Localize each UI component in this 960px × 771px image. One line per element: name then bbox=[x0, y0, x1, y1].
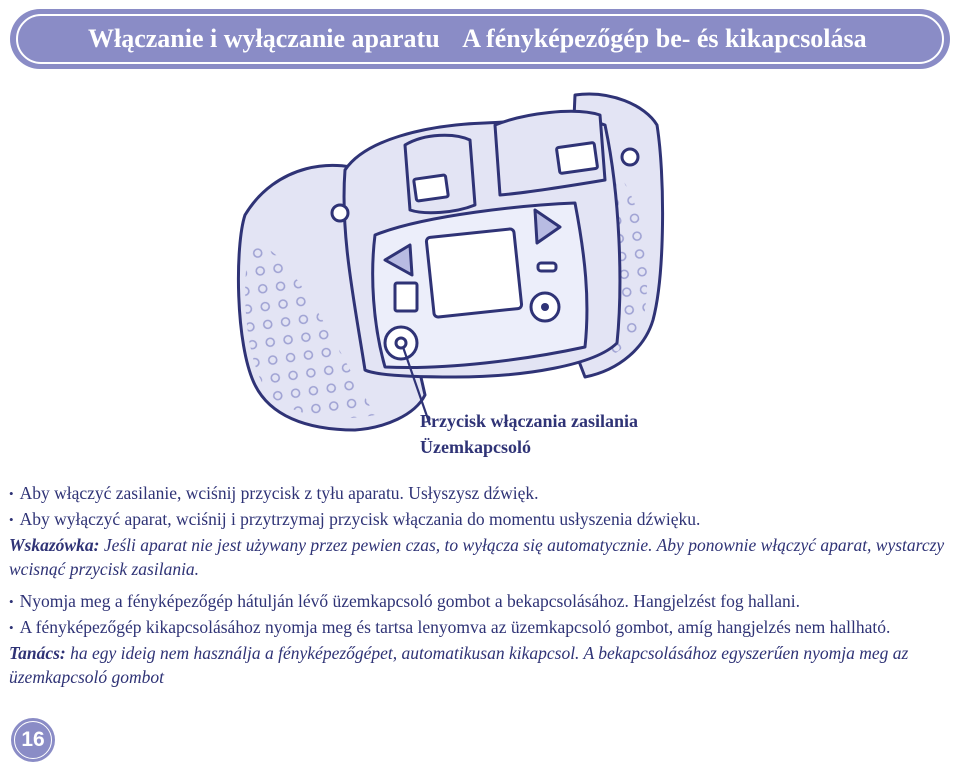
pl-bullet-2: • Aby wyłączyć aparat, wciśnij i przytrzymaj przycisk włączania do momentu usłyszenia dźwięku. bbox=[9, 507, 954, 533]
pl-bullet-1: • Aby włączyć zasilanie, wciśnij przycisk z tyłu aparatu. Usłyszysz dźwięk. bbox=[9, 481, 954, 507]
pl-tip-label: Wskazówka: bbox=[9, 535, 100, 555]
hu-tip-text: ha egy ideig nem használja a fényképezőgépet, automatikusan kikapcsol. A bekapcsolásához egyszerűen nyomja meg az üzemkapcsoló gombot bbox=[9, 643, 909, 687]
hu-tip bbox=[9, 641, 954, 689]
callout-label-hungarian: Üzemkapcsoló bbox=[420, 437, 531, 457]
callout-label-polish: Przycisk włączania zasilania bbox=[420, 411, 638, 431]
title-hungarian: A fényképezőgép be- és kikapcsolása bbox=[462, 24, 867, 53]
power-button-callout bbox=[420, 408, 638, 460]
instructions bbox=[9, 481, 954, 689]
page-number: 16 bbox=[14, 721, 52, 759]
pl-tip-text: Jeśli aparat nie jest używany przez pewien czas, to wyłącza się automatycznie. Aby ponownie włączyć aparat, wystarczy wcisnąć przycisk zasilania. bbox=[9, 535, 945, 579]
header-banner bbox=[10, 9, 950, 69]
title-polish: Włączanie i wyłączanie aparatu bbox=[88, 24, 440, 53]
power-button bbox=[385, 327, 417, 359]
hu-bullet-1: • Nyomja meg a fényképezőgép hátulján lévő üzemkapcsoló gombot a bekapcsolásához. Hangjelzést fog hallani. bbox=[9, 589, 954, 615]
pl-tip bbox=[9, 533, 954, 581]
hu-bullet-2: • A fényképezőgép kikapcsolásához nyomja meg és tartsa lenyomva az üzemkapcsoló gombot, amíg hangjelzés nem hallható. bbox=[9, 615, 954, 641]
page-number-badge bbox=[11, 718, 55, 762]
top-housing-left bbox=[405, 135, 475, 212]
hu-tip-label: Tanács: bbox=[9, 643, 66, 663]
page-title bbox=[88, 24, 867, 54]
camera-back-illustration bbox=[225, 85, 685, 435]
header-inner-frame bbox=[16, 14, 944, 64]
lcd-screen bbox=[426, 229, 522, 318]
